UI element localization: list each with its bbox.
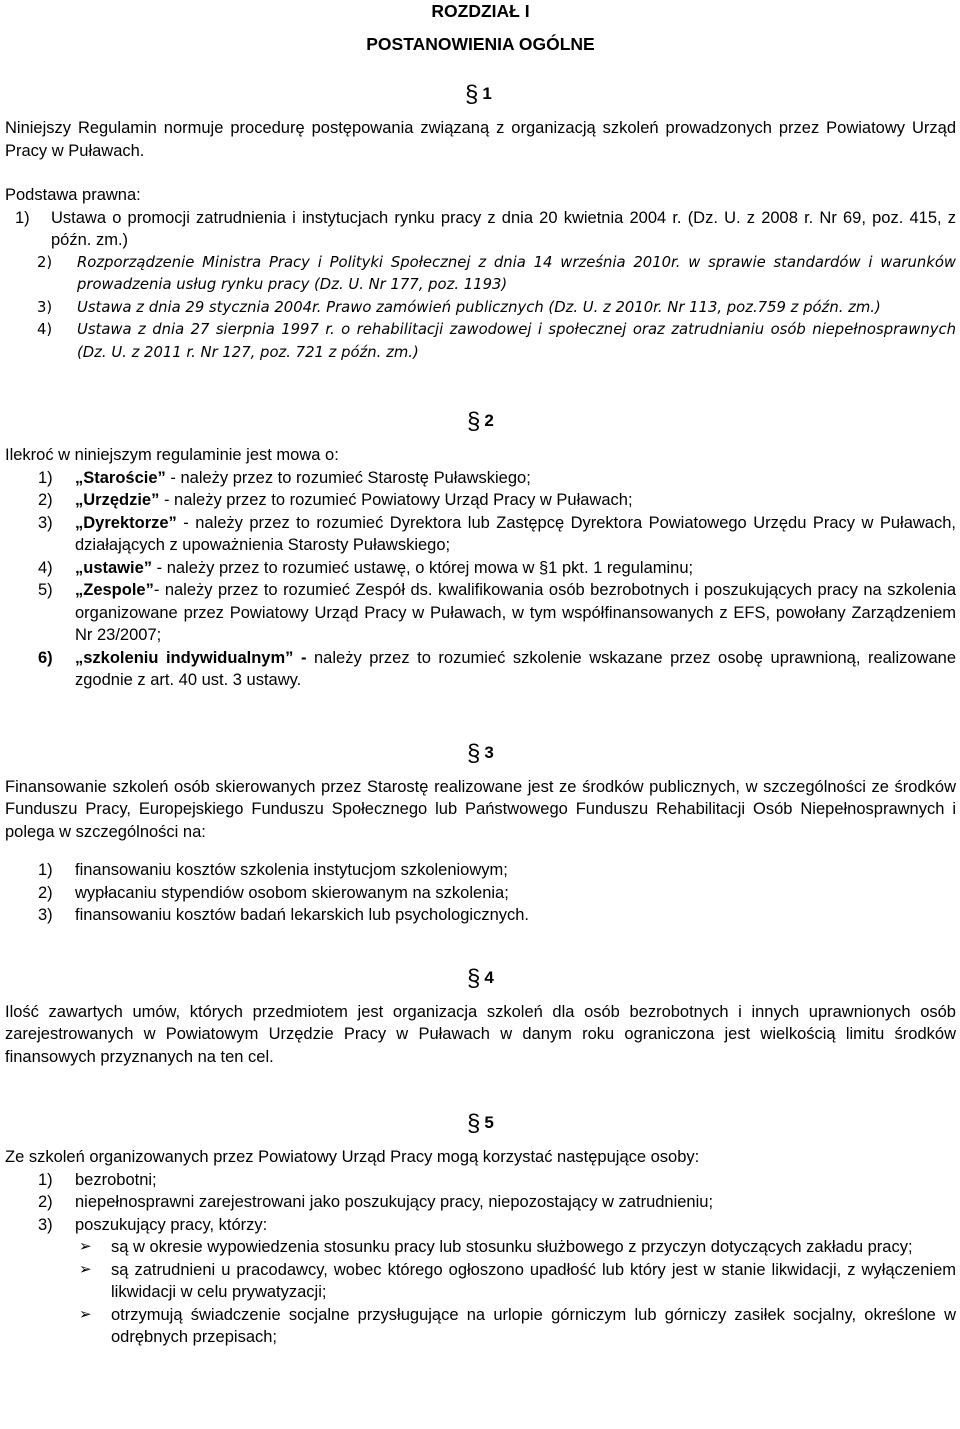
defined-term: „ustawie” (75, 558, 153, 577)
arrow-bullet-icon: ➢ (79, 1260, 92, 1278)
list-item: 3) poszukujący pracy, którzy: (38, 1215, 268, 1234)
section-2-heading (5, 410, 956, 434)
section-sign: § (465, 81, 479, 108)
defined-term: „Staroście” (75, 468, 166, 487)
section-number: 2 (484, 411, 494, 430)
job-seekers-sublist (5, 1236, 956, 1349)
section-sign: § (467, 1110, 481, 1137)
list-item: 4) „ustawie” - należy przez to rozumieć ustawę, o której mowa w §1 pkt. 1 regulaminu; (38, 558, 694, 577)
list-item: 2) niepełnosprawni zarejestrowani jako poszukujący pracy, niepozostający w zatrudnieniu; (38, 1193, 714, 1211)
section-2-intro: Ilekroć w niniejszym regulaminie jest mowa o: (5, 446, 339, 464)
list-item: ➢ otrzymują świadczenie socjalne przysługujące na urlopie górniczym lub górniczy zasiłek socjalny, określone w odrębnych przepisach; (79, 1305, 956, 1346)
list-item: 6) „szkoleniu indywidualnym” - należy przez to rozumieć szkolenie wskazane przez osobę uprawnioną, realizowane zgodnie z art. 40 ust. 3 ustawy. (38, 648, 957, 689)
section-sign: § (467, 739, 481, 767)
eligible-persons-list (5, 1169, 956, 1237)
list-item: 2) Rozporządzenie Ministra Pracy i Polityki Społecznej z dnia 14 września 2010r. w sprawie standardów i warunków prowadzenia usług rynku pracy (Dz. U. Nr 177, poz. 1193) (37, 253, 956, 293)
section-3-intro: Finansowanie szkoleń osób skierowanych przez Starostę realizowane jest ze środków publicznych, w szczególności ze środków Funduszu Pracy, Europejskiego Funduszu Społecznego lub Państwowego Funduszu Rehabilitacji Osób Niepełnosprawnych i polega w szczególności na: (5, 777, 956, 841)
section-4-intro: Ilość zawartych umów, których przedmiotem jest organizacja szkoleń dla osób bezrobotnych i innych uprawnionych osób zarejestrowanych w Powiatowym Urzędzie Pracy w Puławach w danym roku ograniczona jest wielkością limitu środków finansowych przyznanych na ten cel. (5, 1002, 956, 1066)
defined-term: „Urzędzie” (75, 491, 160, 509)
list-item: 4) Ustawa z dnia 27 sierpnia 1997 r. o rehabilitacji zawodowej i społecznej oraz zatrudnianiu osób niepełnosprawnych (Dz. U. z 2011 r. Nr 127, poz. 721 z późn. zm.) (37, 321, 956, 361)
section-3-heading (5, 739, 956, 767)
list-item: 3) finansowaniu kosztów badań lekarskich lub psychologicznych. (38, 906, 529, 924)
section-5-intro: Ze szkoleń organizowanych przez Powiatowy Urząd Pracy mogą korzystać następujące osoby: (5, 1148, 700, 1166)
section-4-heading (5, 964, 956, 992)
list-item: 3) Ustawa z dnia 29 stycznia 2004r. Prawo zamówień publicznych (Dz. U. z 2010r. Nr 113, poz.759 z późn. zm.) (37, 298, 881, 316)
chapter-subtitle: POSTANOWIENIA OGÓLNE (366, 34, 595, 54)
section-1-intro: Niniejszy Regulamin normuje procedurę postępowania związaną z organizacją szkoleń prowadzonych przez Powiatowy Urząd Pracy w Puławach. (5, 119, 956, 160)
section-number: 1 (482, 84, 492, 103)
list-item: 5) „Zespole”- należy przez to rozumieć Zespół ds. kwalifikowania osób bezrobotnych i poszukujących pracy na szkolenia organizowane przez Powiatowy Urząd Pracy w Puławach, w tym współfinansowanych z EFS, powołany Zarządzeniem Nr 23/2007; (38, 581, 956, 644)
list-item: 1) finansowaniu kosztów szkolenia instytucjom szkoleniowym; (38, 861, 508, 879)
list-item: 2) wypłacaniu stypendiów osobom skierowanym na szkolenia; (38, 883, 509, 902)
defined-term: „Dyrektorze” (75, 513, 177, 532)
section-number: 4 (484, 967, 494, 987)
defined-term: „szkoleniu indywidualnym” - (75, 648, 307, 667)
chapter-title: ROZDZIAŁ I (431, 1, 530, 21)
defined-term: „Zespole” (75, 581, 154, 599)
financing-list (5, 859, 956, 927)
arrow-bullet-icon: ➢ (79, 1305, 92, 1323)
section-sign: § (467, 964, 481, 992)
legal-basis-label: Podstawa prawna: (5, 186, 141, 204)
list-item: 1) Ustawa o promocji zatrudnienia i instytucjach rynku pracy z dnia 20 kwietnia 2004 r. (Dz. U. z 2008 r. Nr 69, poz. 415, z późn. zm.) (15, 208, 956, 249)
list-item: ➢ są w okresie wypowiedzenia stosunku pracy lub stosunku służbowego z przyczyn dotyczących zakładu pracy; (5, 1236, 956, 1259)
section-5-heading (5, 1112, 956, 1136)
arrow-bullet-icon: ➢ (79, 1238, 92, 1255)
definitions-list (5, 467, 956, 692)
section-sign: § (467, 408, 481, 435)
list-item: 1) „Staroście” - należy przez to rozumieć Starostę Puławskiego; (38, 468, 531, 487)
legal-basis-list (5, 207, 956, 365)
list-item: 2) „Urzędzie” - należy przez to rozumieć Powiatowy Urząd Pracy w Puławach; (38, 491, 633, 509)
list-item: 1) bezrobotni; (38, 1170, 157, 1189)
section-1-heading (5, 83, 956, 107)
section-number: 3 (484, 742, 494, 762)
list-item: ➢ są zatrudnieni u pracodawcy, wobec którego ogłoszono upadłość lub który jest w stanie likwidacji, z wyłączeniem likwidacji w celu prywatyzacji; (79, 1260, 956, 1301)
section-number: 5 (484, 1113, 494, 1132)
list-item: 3) „Dyrektorze” - należy przez to rozumieć Dyrektora lub Zastępcę Dyrektora Powiatowego Urzędu Pracy w Puławach, działających z upoważnienia Starosty Puławskiego; (38, 513, 956, 554)
